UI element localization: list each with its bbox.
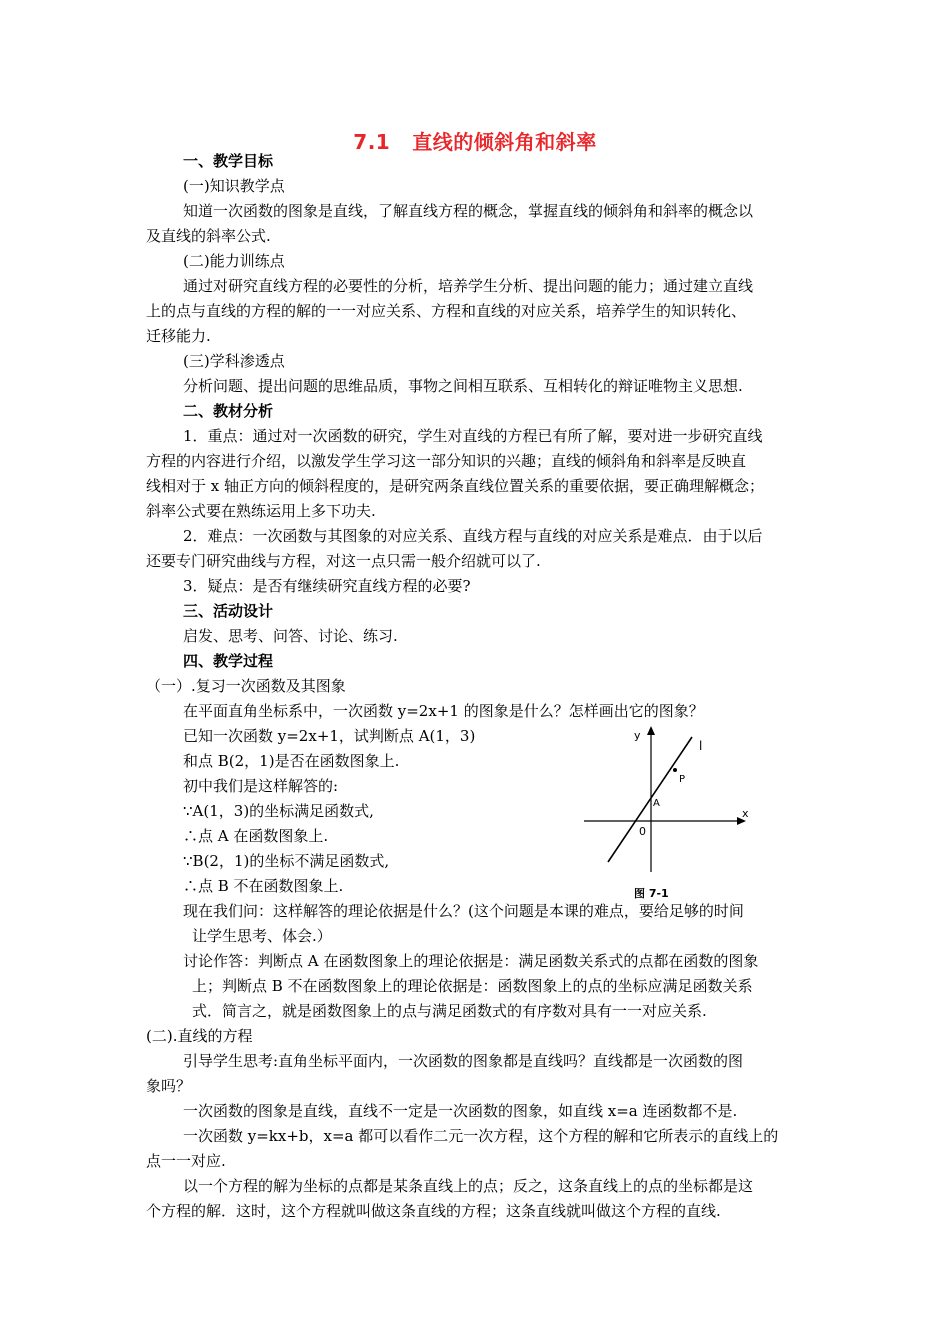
paragraph-line: 让学生思考、体会.） [192, 927, 332, 945]
paragraph-line: 上；判断点 B 不在函数图象上的理论依据是：函数图象上的点的坐标应满足函数关系 [192, 977, 753, 995]
paragraph-line: 方程的内容进行介绍，以激发学生学习这一部分知识的兴趣；直线的倾斜角和斜率是反映直 [146, 452, 747, 470]
subsection-heading: (一)知识教学点 [183, 177, 285, 195]
paragraph-line: 讨论作答：判断点 A 在函数图象上的理论依据是：满足函数关系式的点都在函数的图象 [183, 952, 759, 970]
point-p-dot [673, 768, 677, 772]
subsection-heading: (二).直线的方程 [146, 1027, 253, 1045]
paragraph-line: 引导学生思考:直角坐标平面内，一次函数的图象都是直线吗？直线都是一次函数的图 [183, 1052, 744, 1070]
origin-label: 0 [639, 825, 646, 838]
paragraph-line: ∵A(1，3)的坐标满足函数式, [183, 802, 374, 820]
paragraph-line: 线相对于 x 轴正方向的倾斜程度的，是研究两条直线位置关系的重要依据，要正确理解概念； [146, 477, 764, 495]
paragraph-line: 一次函数 y=kx+b，x=a 都可以看作二元一次方程，这个方程的解和它所表示的直线上的 [183, 1127, 779, 1145]
section-heading: 二、教材分析 [183, 402, 274, 420]
figure-7-1 [578, 722, 762, 906]
paragraph-line: 迁移能力. [146, 327, 211, 345]
title-number: 7.1 [353, 130, 391, 154]
y-axis-arrow-icon [647, 726, 655, 735]
paragraph-line: 上的点与直线的方程的解的一一对应关系、方程和直线的对应关系，培养学生的知识转化、 [146, 302, 747, 320]
paragraph-line: 点一一对应. [146, 1152, 226, 1170]
paragraph-line: 启发、思考、问答、讨论、练习. [183, 627, 398, 645]
paragraph-line: 个方程的解．这时，这个方程就叫做这条直线的方程；这条直线就叫做这个方程的直线. [146, 1202, 721, 1220]
y-axis-label: y [634, 729, 641, 742]
paragraph-line: 以一个方程的解为坐标的点都是某条直线上的点；反之，这条直线上的点的坐标都是这 [183, 1177, 754, 1195]
paragraph-line: 还要专门研究曲线与方程，对这一点只需一般介绍就可以了. [146, 552, 541, 570]
point-p-label: P [679, 774, 686, 785]
paragraph-line: ∴点 A 在函数图象上. [183, 827, 329, 845]
paragraph-line: 式．简言之，就是函数图象上的点与满足函数式的有序数对具有一一对应关系. [192, 1002, 707, 1020]
line-label: l [699, 739, 703, 753]
paragraph-line: ∵B(2，1)的坐标不满足函数式, [183, 852, 390, 870]
line-l [608, 737, 692, 862]
paragraph-line: 2．难点：一次函数与其图象的对应关系、直线方程与直线的对应关系是难点．由于以后 [183, 527, 763, 545]
paragraph-line: 分析问题、提出问题的思维品质，事物之间相互联系、互相转化的辩证唯物主义思想. [183, 377, 743, 395]
point-a-label: A [653, 798, 660, 809]
figure-caption: 图 7-1 [634, 887, 669, 900]
section-heading: 三、活动设计 [183, 602, 274, 620]
subsection-heading: （一）.复习一次函数及其图象 [146, 677, 346, 695]
x-axis-label: x [742, 807, 749, 820]
paragraph-line: 初中我们是这样解答的: [183, 777, 339, 795]
paragraph-line: 知道一次函数的图象是直线，了解直线方程的概念，掌握直线的倾斜角和斜率的概念以 [183, 202, 754, 220]
paragraph-line: 已知一次函数 y=2x+1，试判断点 A(1，3) [183, 727, 476, 745]
paragraph-line: 斜率公式要在熟练运用上多下功夫. [146, 502, 376, 520]
paragraph-line: 和点 B(2，1)是否在函数图象上. [183, 752, 400, 770]
paragraph-line: ∴点 B 不在函数图象上. [183, 877, 344, 895]
subsection-heading: (三)学科渗透点 [183, 352, 285, 370]
subsection-heading: (二)能力训练点 [183, 252, 285, 270]
title-text: 直线的倾斜角和斜率 [412, 130, 597, 154]
paragraph-line: 一次函数的图象是直线，直线不一定是一次函数的图象，如直线 x=a 连函数都不是. [183, 1102, 738, 1120]
coordinate-graph [578, 722, 762, 906]
paragraph-line: 3．疑点：是否有继续研究直线方程的必要? [183, 577, 471, 595]
paragraph-line: 在平面直角坐标系中，一次函数 y=2x+1 的图象是什么？怎样画出它的图象？ [183, 702, 704, 720]
paragraph-line: 象吗？ [146, 1077, 192, 1095]
section-heading: 四、教学过程 [183, 652, 274, 670]
paragraph-line: 及直线的斜率公式. [146, 227, 271, 245]
section-heading: 一、教学目标 [183, 152, 274, 170]
paragraph-line: 通过对研究直线方程的必要性的分析，培养学生分析、提出问题的能力；通过建立直线 [183, 277, 754, 295]
paragraph-line: 1．重点：通过对一次函数的研究，学生对直线的方程已有所了解，要对进一步研究直线 [183, 427, 763, 445]
paragraph-line: 现在我们问：这样解答的理论依据是什么？(这个问题是本课的难点，要给足够的时间 [183, 902, 744, 920]
